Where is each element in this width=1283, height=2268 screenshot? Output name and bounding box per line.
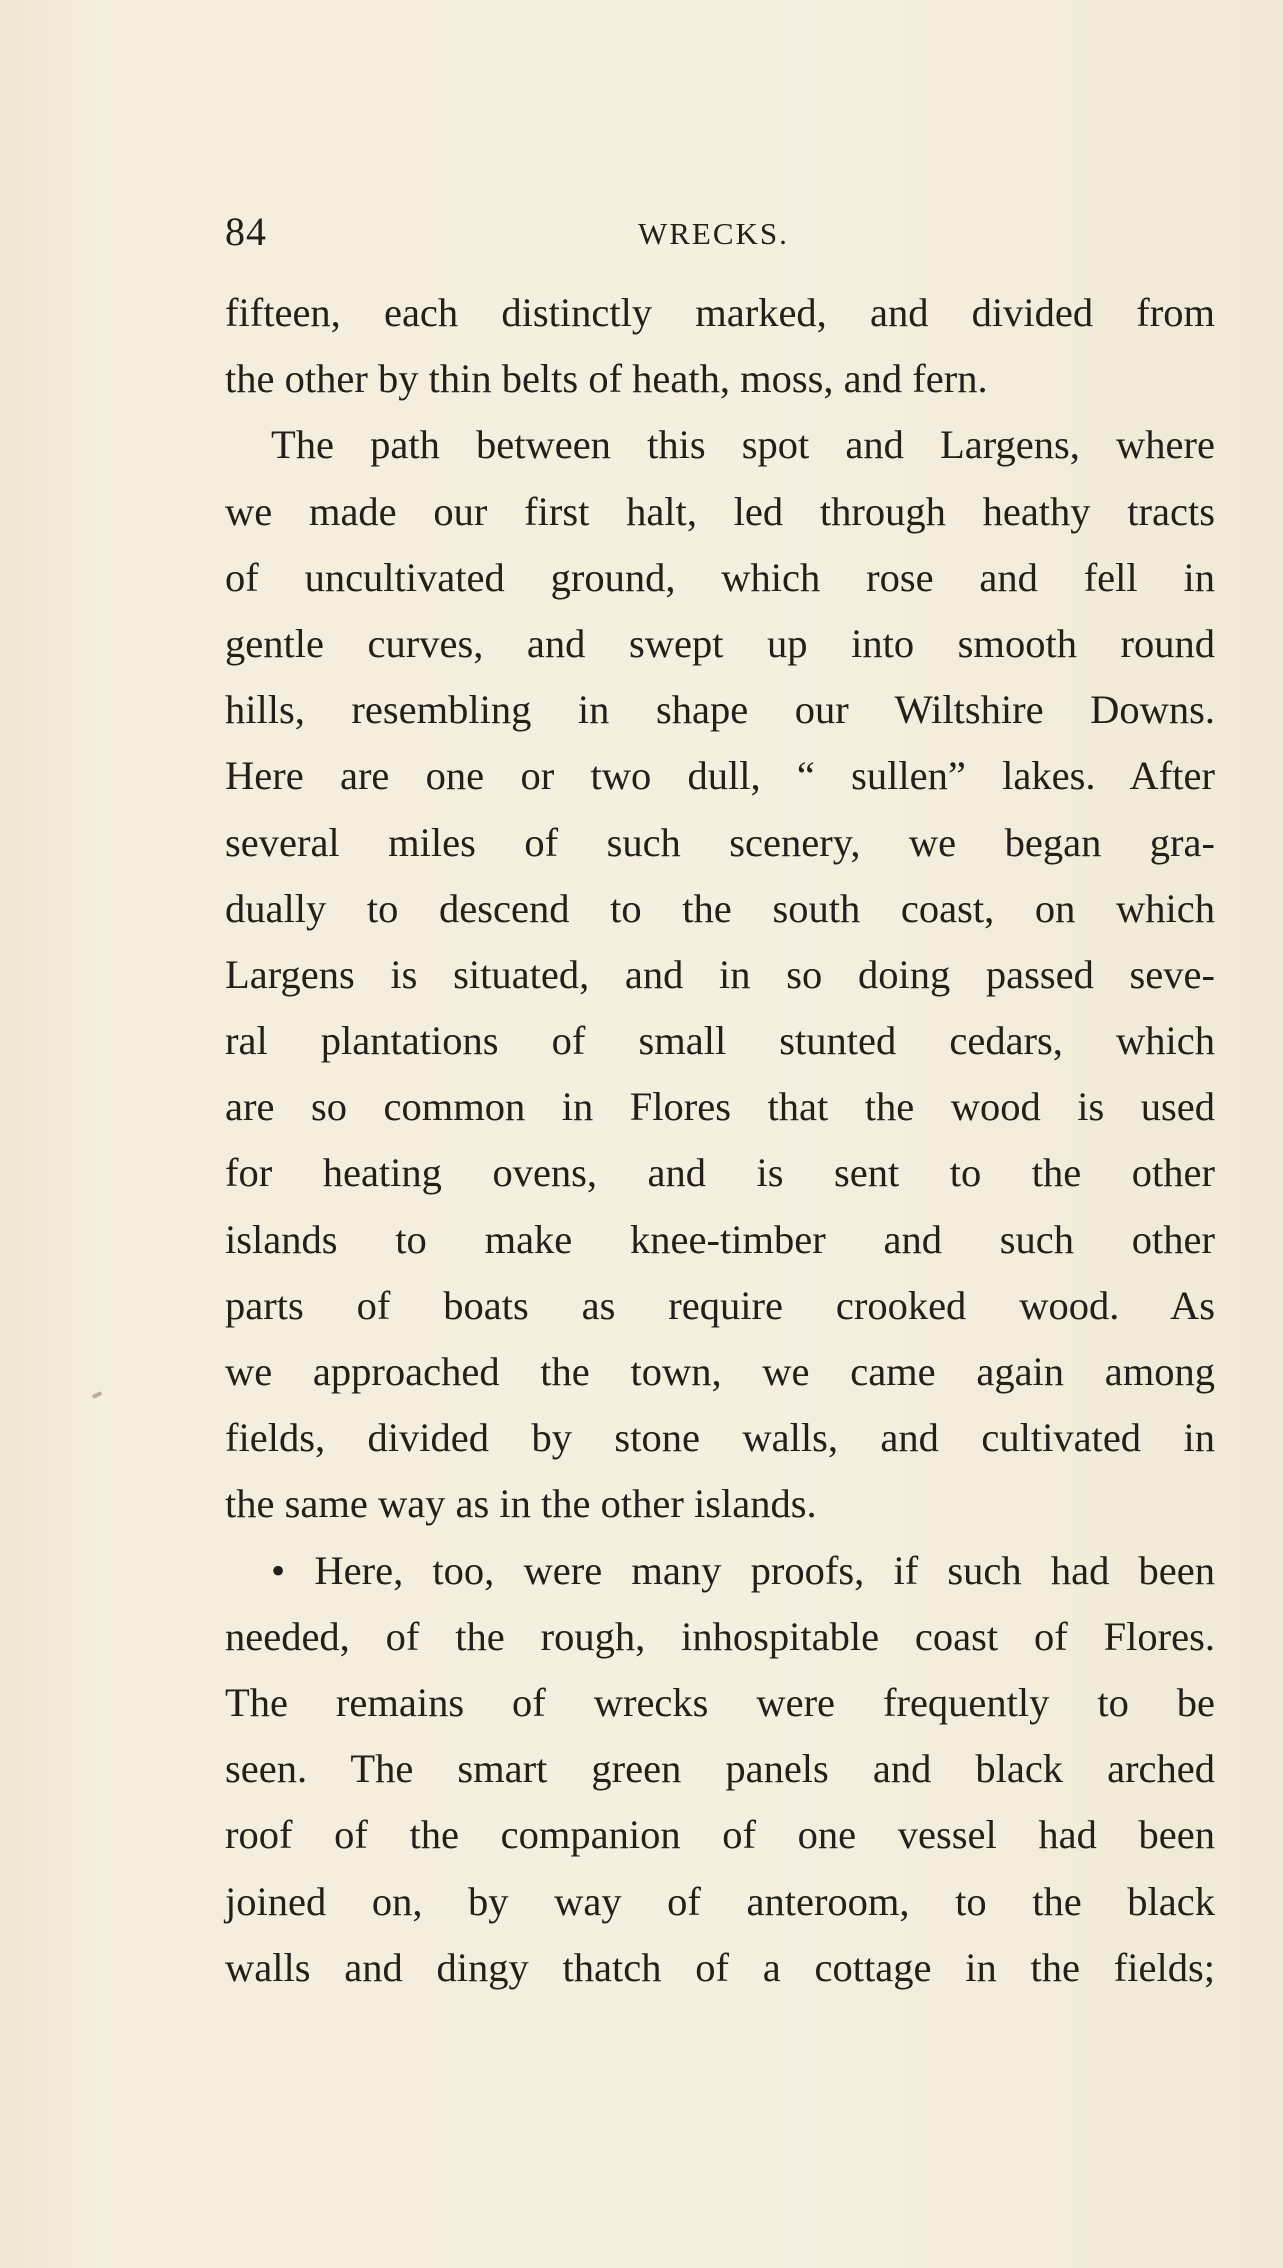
text-line: parts of boats as require crooked wood. As	[225, 1282, 1215, 1328]
text-line: walls and dingy thatch of a cottage in the fields;	[225, 1944, 1215, 1990]
text-line: gentle curves, and swept up into smooth round	[225, 620, 1215, 666]
body-text	[225, 280, 1215, 2001]
text-line: we made our first halt, led through heathy tracts	[225, 488, 1215, 534]
text-line: dually to descend to the south coast, on which	[225, 885, 1215, 931]
text-line: fifteen, each distinctly marked, and divided from	[225, 290, 1215, 335]
text-line: we approached the town, we came again among	[225, 1349, 1215, 1394]
text-line: islands to make knee-timber and such other	[225, 1216, 1215, 1262]
text-line: • Here, too, were many proofs, if such had been	[271, 1547, 1215, 1593]
text-line: several miles of such scenery, we began gra-	[225, 819, 1215, 865]
text-line: The path between this spot and Largens, where	[271, 422, 1215, 468]
text-line: needed, of the rough, inhospitable coast of Flores.	[225, 1613, 1215, 1659]
text-line: of uncultivated ground, which rose and fell in	[225, 554, 1215, 600]
text-line: fields, divided by stone walls, and cultivated in	[225, 1415, 1215, 1461]
text-line: Here are one or two dull, “ sullen” lakes. After	[225, 753, 1215, 799]
text-line: ral plantations of small stunted cedars, which	[225, 1018, 1215, 1064]
text-line: the other by thin belts of heath, moss, and fern.	[225, 356, 988, 402]
text-line: are so common in Flores that the wood is used	[225, 1084, 1215, 1130]
text-line: roof of the companion of one vessel had been	[225, 1812, 1215, 1858]
text-line: The remains of wrecks were frequently to be	[225, 1679, 1215, 1725]
running-title: WRECKS.	[638, 216, 789, 251]
text-line: joined on, by way of anteroom, to the black	[225, 1878, 1215, 1924]
text-line: the same way as in the other islands.	[225, 1481, 817, 1527]
text-line: Largens is situated, and in so doing passed seve-	[225, 951, 1215, 997]
page-number: 84	[225, 209, 267, 254]
paper-speck	[92, 1391, 103, 1399]
text-line: hills, resembling in shape our Wiltshire Downs.	[225, 687, 1215, 733]
text-line: for heating ovens, and is sent to the other	[225, 1150, 1215, 1196]
text-line: seen. The smart green panels and black arched	[225, 1746, 1215, 1792]
